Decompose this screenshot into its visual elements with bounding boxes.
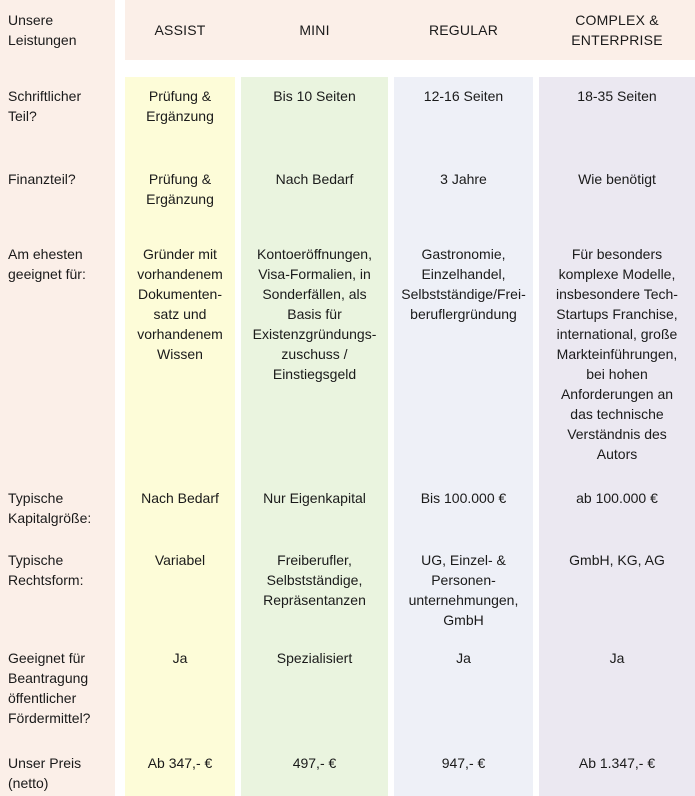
cell-assist-written: Prüfung & Ergänzung [146,88,214,124]
row-label-legal-form: Typische Rechtsform: [8,552,84,588]
row-label-finance-part: Finanzteil? [8,171,76,187]
column-header-complex-enterprise: COMPLEX & ENTERPRISE [571,12,663,48]
cell-regular-suited: Gastronomie, Einzelhandel, Selbstständige/Frei- beruflergründung [401,246,526,322]
row-label-price: Unser Preis (netto) [8,755,82,791]
row-label-public-funding: Geeignet für Beantragung öffentlicher Fördermittel? [8,650,91,726]
cell-regular-funding: Ja [456,650,471,666]
row-label-written-part: Schriftlicher Teil? [8,88,82,124]
cell-regular-price: 947,- € [441,755,486,771]
cell-mini-written: Bis 10 Seiten [273,88,356,104]
header-label: Unsere Leistungen [8,12,77,48]
cell-assist-suited: Gründer mit vorhandenem Dokumenten- satz und vorhandenem Wissen [137,246,223,362]
row-label-best-suited: Am ehesten geeignet für: [8,246,86,282]
cell-regular-written: 12-16 Seiten [423,88,504,104]
column-header-regular: REGULAR [428,22,499,38]
cell-regular-capital: Bis 100.000 € [420,490,507,506]
cell-complex-written: 18-35 Seiten [577,88,657,104]
cell-mini-finance: Nach Bedarf [275,171,354,187]
cell-assist-price: Ab 347,- € [147,755,213,771]
cell-regular-finance: 3 Jahre [440,171,487,187]
cell-mini-price: 497,- € [292,755,337,771]
row-label-capital-size: Typische Kapitalgröße: [8,490,92,526]
cell-complex-finance: Wie benötigt [578,171,656,187]
cell-complex-funding: Ja [609,650,625,666]
cell-mini-suited: Kontoeröffnungen, Visa-Formalien, in Sonderfällen, als Basis für Existenzgründungs- zuschuss / Einstiegsgeld [252,246,377,382]
cell-regular-legal: UG, Einzel- & Personen- unternehmungen, GmbH [408,552,519,628]
cell-complex-suited: Für besonders komplexe Modelle, insbesondere Tech- Startups Franchise, international, große Markteinführungen, bei hohen Anforderungen an das technische Verständnis des Autors [556,246,678,462]
cell-assist-finance: Prüfung & Ergänzung [146,171,214,207]
column-header-mini: MINI [299,22,330,38]
cell-complex-legal: GmbH, KG, AG [569,552,665,568]
cell-assist-capital: Nach Bedarf [141,490,219,506]
cell-mini-legal: Freiberufler, Selbstständige, Repräsentanzen [263,552,366,608]
cell-mini-capital: Nur Eigenkapital [263,490,366,506]
cell-complex-price: Ab 1.347,- € [578,755,656,771]
cell-assist-legal: Variabel [154,552,206,568]
column-header-assist: ASSIST [154,22,206,38]
cell-complex-capital: ab 100.000 € [576,490,658,506]
cell-mini-funding: Spezialisiert [276,650,353,666]
cell-assist-funding: Ja [172,650,188,666]
